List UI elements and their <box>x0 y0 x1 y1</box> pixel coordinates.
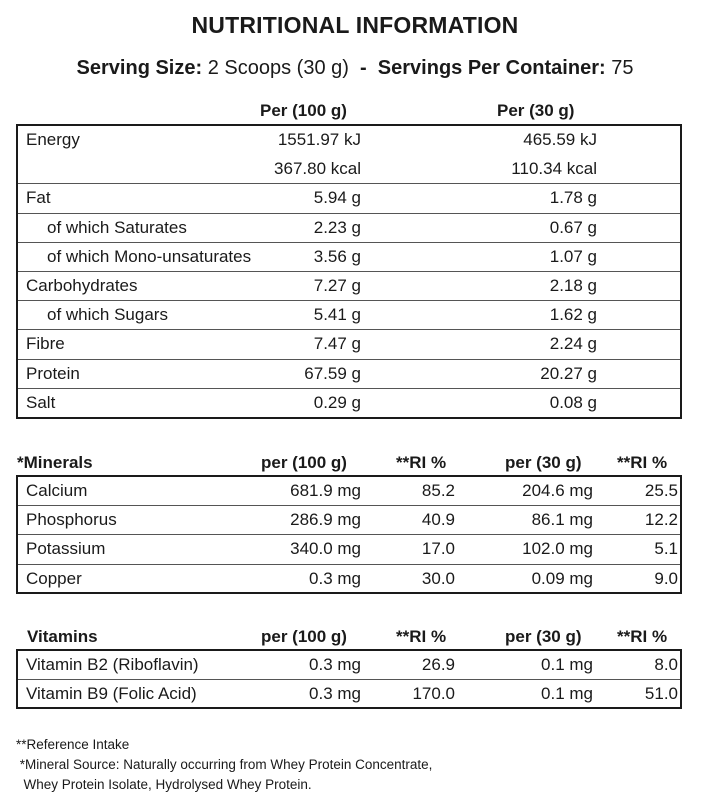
value-per-100g: 367.80 kcal <box>274 159 361 179</box>
table-row <box>0 242 710 271</box>
nutrient-name: Copper <box>26 568 82 588</box>
value-per-100g: 7.27 g <box>313 276 361 295</box>
ri-percent-per-30g: 9.0 <box>654 568 678 588</box>
nutrient-name: of which Sugars <box>47 305 168 325</box>
value-per-30g: 1.78 g <box>549 188 597 208</box>
page-title: NUTRITIONAL INFORMATION <box>191 12 519 38</box>
table-row <box>0 271 710 300</box>
footnote-reference-intake: **Reference Intake <box>16 737 130 752</box>
value-per-30g: 20.27 g <box>540 363 597 383</box>
nutrient-name: Fibre <box>26 334 65 354</box>
value-per-30g: 2.24 g <box>549 334 597 354</box>
value-per-100g: 0.3 mg <box>309 568 361 588</box>
ri-percent-per-30g: 12.2 <box>644 510 678 530</box>
value-per-30g: 86.1 mg <box>531 510 593 530</box>
value-per-30g: 102.0 mg <box>522 539 593 559</box>
nutrient-name: Energy <box>26 130 80 149</box>
footnote-mineral-source-1: *Mineral Source: Naturally occurring from Whey Protein Concentrate, <box>16 757 433 772</box>
value-per-100g: 5.41 g <box>313 305 361 325</box>
value-per-30g: 204.6 mg <box>522 481 593 500</box>
table-row <box>0 534 710 563</box>
vitamins-header-per30: per (30 g) <box>505 627 582 646</box>
nutrient-name: Vitamin B9 (Folic Acid) <box>26 684 197 704</box>
vitamins-header-ri2: **RI % <box>617 627 668 646</box>
nutrient-name: Potassium <box>26 539 106 559</box>
table-row <box>0 125 710 154</box>
value-per-30g: 0.67 g <box>549 217 597 237</box>
value-per-100g: 0.29 g <box>313 392 361 412</box>
servings-per-container-label: Servings Per Container: <box>377 57 606 79</box>
ri-percent-per-100g: 26.9 <box>421 655 455 674</box>
table-bottom-rule <box>16 417 682 419</box>
table-row <box>0 564 710 593</box>
table-row <box>0 388 710 417</box>
minerals-header-per30: per (30 g) <box>505 453 582 472</box>
vitamins-header-ri1: **RI % <box>396 627 447 646</box>
value-per-30g: 465.59 kJ <box>523 130 597 149</box>
servings-per-container-value: 75 <box>605 57 634 79</box>
value-per-100g: 5.94 g <box>313 188 361 208</box>
table-row <box>0 650 710 679</box>
value-per-100g: 67.59 g <box>304 363 361 383</box>
ri-percent-per-100g: 17.0 <box>421 539 455 559</box>
serving-info <box>0 57 710 80</box>
value-per-30g: 0.1 mg <box>541 684 593 704</box>
table-row <box>0 679 710 708</box>
nutrient-name: Carbohydrates <box>26 276 138 295</box>
table-row <box>0 183 710 212</box>
nutrient-name: Salt <box>26 392 56 412</box>
vitamins-header-row <box>0 622 710 651</box>
nutrient-name: of which Mono-unsaturates <box>47 246 252 266</box>
nutrient-name: Phosphorus <box>26 510 117 530</box>
minerals-header-row <box>0 448 710 477</box>
col-header-per-100g: Per (100 g) <box>260 101 347 120</box>
footnote-mineral-source-2: Whey Protein Isolate, Hydrolysed Whey Protein. <box>16 777 312 792</box>
table-row <box>0 359 710 388</box>
value-per-100g: 1551.97 kJ <box>277 130 361 149</box>
nutrient-name: Vitamin B2 (Riboflavin) <box>26 655 199 674</box>
value-per-30g: 110.34 kcal <box>511 159 597 179</box>
value-per-30g: 1.62 g <box>549 305 597 325</box>
minerals-header-name: *Minerals <box>17 453 93 472</box>
value-per-30g: 0.08 g <box>549 392 597 412</box>
nutrient-name: Fat <box>26 188 51 208</box>
ri-percent-per-30g: 51.0 <box>644 684 678 704</box>
vitamins-header-name: Vitamins <box>27 627 98 646</box>
nutrient-name: of which Saturates <box>47 217 187 237</box>
ri-percent-per-100g: 30.0 <box>421 568 455 588</box>
table-row <box>0 300 710 329</box>
col-header-per-30g: Per (30 g) <box>497 101 575 120</box>
serving-separator: - <box>348 57 378 79</box>
ri-percent-per-100g: 85.2 <box>421 481 455 500</box>
serving-size-value: 2 Scoops (30 g) <box>202 57 349 79</box>
table-row <box>0 505 710 534</box>
value-per-100g: 7.47 g <box>313 334 361 354</box>
value-per-100g: 0.3 mg <box>309 655 361 674</box>
minerals-header-ri1: **RI % <box>396 453 447 472</box>
value-per-100g: 2.23 g <box>313 217 361 237</box>
value-per-30g: 0.09 mg <box>531 568 593 588</box>
minerals-header-ri2: **RI % <box>617 453 668 472</box>
value-per-100g: 3.56 g <box>313 246 361 266</box>
table-row <box>0 154 710 183</box>
value-per-100g: 0.3 mg <box>309 684 361 704</box>
table-row <box>0 329 710 358</box>
nutrient-name: Protein <box>26 363 80 383</box>
value-per-30g: 0.1 mg <box>541 655 593 674</box>
table-row <box>0 213 710 242</box>
nutrient-name: Calcium <box>26 481 88 500</box>
serving-size-label: Serving Size: <box>76 57 203 79</box>
vitamins-header-per100: per (100 g) <box>261 627 347 646</box>
minerals-header-per100: per (100 g) <box>261 453 347 472</box>
ri-percent-per-30g: 8.0 <box>654 655 678 674</box>
ri-percent-per-30g: 5.1 <box>654 539 678 559</box>
value-per-100g: 286.9 mg <box>290 510 361 530</box>
ri-percent-per-100g: 40.9 <box>421 510 455 530</box>
ri-percent-per-30g: 25.5 <box>644 481 678 500</box>
table-row <box>0 476 710 505</box>
value-per-100g: 340.0 mg <box>290 539 361 559</box>
value-per-30g: 1.07 g <box>549 246 597 266</box>
value-per-30g: 2.18 g <box>549 276 597 295</box>
ri-percent-per-100g: 170.0 <box>412 684 455 704</box>
value-per-100g: 681.9 mg <box>290 481 361 500</box>
